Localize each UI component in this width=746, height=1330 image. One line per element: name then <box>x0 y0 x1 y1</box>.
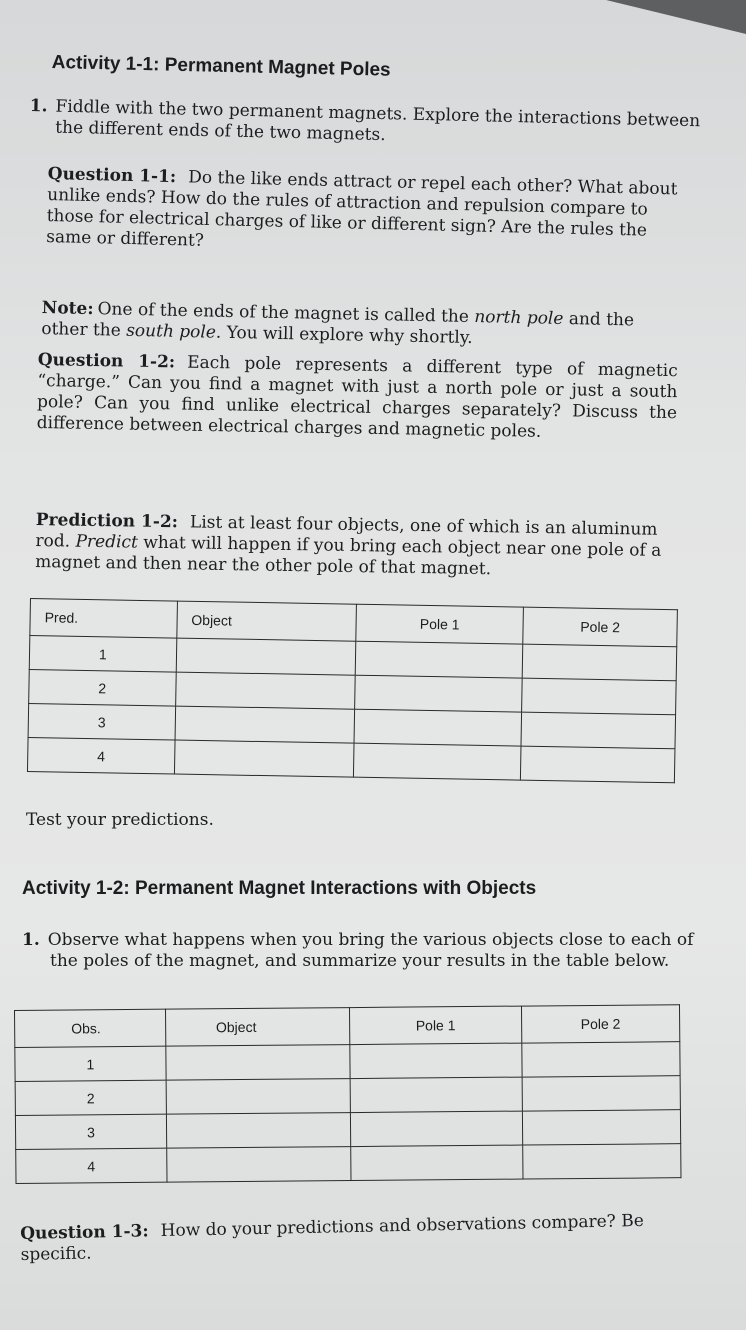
object-cell[interactable] <box>174 740 354 777</box>
row-number: 2 <box>86 1089 95 1106</box>
row-number-cell <box>15 1046 166 1081</box>
object-cell[interactable] <box>166 1113 351 1149</box>
question-1-2-text: Each pole represents a different type of magnetic “charge.” Can you find a magnet with just a north pole or just a south pole? Can you find unlike electrical charges separately? Discuss the difference between electrical charges and magnetic poles. <box>36 352 678 442</box>
page-corner-shadow <box>606 0 746 34</box>
table-header-row <box>15 1005 680 1048</box>
pole-1-cell[interactable] <box>350 1043 522 1078</box>
note-south-pole: south pole <box>125 320 217 343</box>
question-1-3-label: Question 1-3: <box>20 1221 149 1244</box>
object-cell[interactable] <box>175 706 355 743</box>
row-number: 3 <box>86 1123 95 1140</box>
note <box>41 298 680 353</box>
activity-1-1-step-1 <box>29 96 704 153</box>
question-1-2-label: Question 1-2: <box>37 350 176 373</box>
prediction-table <box>27 598 678 783</box>
pole-1-header: Pole 1 <box>419 615 460 633</box>
row-number: 4 <box>87 1157 96 1174</box>
header-cell <box>177 601 357 641</box>
pole-2-cell[interactable] <box>522 1076 680 1111</box>
object-cell[interactable] <box>176 638 356 675</box>
activity-1-2-step-1 <box>22 930 706 972</box>
prediction-1-2-predict: Predict <box>75 531 139 553</box>
pole-2-cell[interactable] <box>523 1144 681 1179</box>
object-cell[interactable] <box>166 1079 351 1115</box>
row-number-cell <box>15 1114 166 1149</box>
row-number-cell <box>29 636 176 673</box>
row-number: 1 <box>98 645 107 662</box>
obs-header: Obs. <box>71 1020 101 1037</box>
header-cell <box>523 607 677 647</box>
note-and-other: and the other the <box>41 308 635 341</box>
pole-2-cell[interactable] <box>522 1042 680 1077</box>
pole-1-cell[interactable] <box>355 641 523 678</box>
pole-1-cell[interactable] <box>350 1077 522 1112</box>
header-cell <box>521 1005 679 1043</box>
row-number: 2 <box>98 679 107 696</box>
pole-2-cell[interactable] <box>521 746 675 783</box>
question-1-1 <box>46 164 680 263</box>
object-cell[interactable] <box>166 1045 351 1081</box>
row-number-cell <box>29 669 176 706</box>
question-1-3 <box>20 1210 691 1266</box>
step-number: 1. <box>22 930 40 950</box>
row-number: 1 <box>86 1055 95 1072</box>
object-header: Object <box>215 1018 257 1036</box>
pole-1-cell[interactable] <box>354 709 522 746</box>
table-row <box>16 1144 681 1184</box>
note-text-before: One of the ends of the magnet is called the <box>97 299 475 328</box>
pole-2-cell[interactable] <box>522 644 676 681</box>
table-row <box>15 1076 680 1116</box>
row-number-cell <box>27 737 174 774</box>
pole-2-cell[interactable] <box>522 1110 680 1145</box>
activity-1-2-title: Activity 1-2: Permanent Magnet Interactions with Objects <box>22 878 537 899</box>
question-1-1-label: Question 1-1: <box>47 164 177 188</box>
prediction-1-2-label: Prediction 1-2: <box>35 510 179 533</box>
test-predictions-text: Test your predictions. <box>26 810 214 830</box>
prediction-1-2-text: List at least four objects, one of which is an aluminum rod. <box>35 512 658 552</box>
table-row <box>15 1042 680 1082</box>
note-text-after: . You will explore why shortly. <box>215 322 473 349</box>
pole-1-cell[interactable] <box>353 743 521 780</box>
row-number: 4 <box>97 747 106 764</box>
pole-2-header: Pole 2 <box>580 618 621 636</box>
question-1-2 <box>37 350 678 445</box>
row-number-cell <box>28 703 175 740</box>
prediction-1-2-text-2: what will happen if you bring each object near one pole of a magnet and then near the other pole of that magnet. <box>35 532 662 580</box>
prediction-1-2 <box>35 510 678 583</box>
pole-2-header: Pole 2 <box>580 1015 621 1033</box>
pole-2-cell[interactable] <box>522 678 676 715</box>
activity-1-1-title: Activity 1-1: Permanent Magnet Poles <box>51 52 391 81</box>
question-1-1-text: Do the like ends attract or repel each other? What about unlike ends? How do the rules of attraction and repulsion compare to those for electrical charges of like or different sign? Are the rules the same or different? <box>45 167 678 251</box>
table-row <box>15 1110 680 1150</box>
pole-2-cell[interactable] <box>521 712 675 749</box>
row-number: 3 <box>97 713 106 730</box>
header-cell <box>165 1008 350 1047</box>
pole-1-cell[interactable] <box>351 1145 523 1180</box>
object-cell[interactable] <box>167 1147 352 1183</box>
header-cell <box>15 1009 166 1047</box>
header-cell <box>350 1006 522 1044</box>
step-number: 1. <box>29 96 48 117</box>
header-cell <box>356 604 524 644</box>
pole-1-cell[interactable] <box>355 675 523 712</box>
note-label: Note: <box>41 298 94 320</box>
row-number-cell <box>16 1148 167 1183</box>
step-text: Observe what happens when you bring the various objects close to each of the poles of the magnet, and summarize your results in the table below. <box>47 930 694 971</box>
object-cell[interactable] <box>175 672 355 709</box>
step-text: Fiddle with the two permanent magnets. Explore the interactions between the different ends of the two magnets. <box>55 96 701 146</box>
pred-header: Pred. <box>44 609 79 626</box>
note-north-pole: north pole <box>474 307 564 329</box>
pole-1-cell[interactable] <box>351 1111 523 1146</box>
header-cell <box>30 599 177 639</box>
pole-1-header: Pole 1 <box>415 1017 456 1034</box>
question-1-3-text: How do your predictions and observations compare? Be specific. <box>20 1210 644 1265</box>
observation-table <box>14 1004 681 1184</box>
object-header: Object <box>191 611 232 629</box>
row-number-cell <box>15 1080 166 1115</box>
